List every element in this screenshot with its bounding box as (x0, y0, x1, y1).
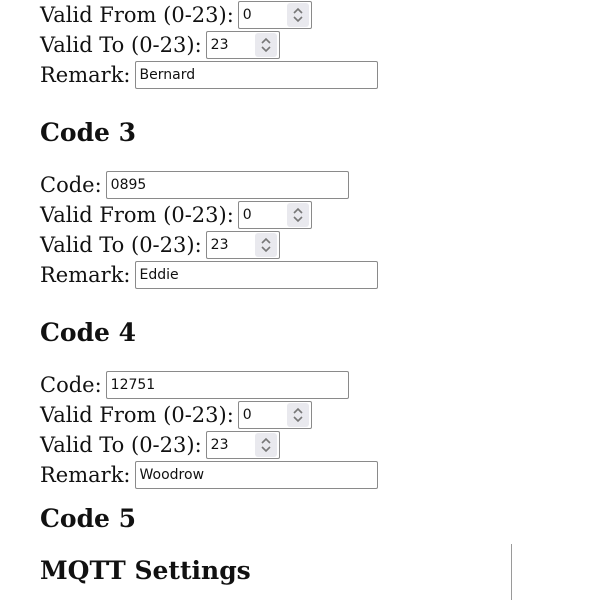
up-down-spinner-icon[interactable] (287, 203, 309, 227)
code-label: Code: (40, 173, 102, 197)
remark-label: Remark: (40, 463, 131, 487)
code-3-valid-from-row (40, 200, 560, 230)
valid-from-value: 0 (242, 207, 252, 223)
code-3-valid-to-row (40, 230, 560, 260)
code-3-code-row (40, 170, 560, 200)
mqtt-section (0, 540, 600, 600)
code-2-remark-input[interactable]: Bernard (135, 61, 378, 89)
code-3-valid-to-input[interactable] (206, 231, 280, 259)
valid-from-label: Valid From (0-23): (40, 203, 234, 227)
code-3-valid-from-input[interactable] (238, 201, 312, 229)
remark-label: Remark: (40, 263, 131, 287)
remark-label: Remark: (40, 63, 131, 87)
valid-to-label: Valid To (0-23): (40, 233, 202, 257)
code-2-remark-row (40, 60, 560, 90)
code-4-valid-to-input[interactable] (206, 431, 280, 459)
code-2-valid-from-input[interactable] (238, 1, 312, 29)
code-5-heading: Code 5 (40, 504, 137, 533)
code-4-remark-row (40, 460, 560, 490)
code-2-valid-to-row (40, 30, 560, 60)
up-down-spinner-icon[interactable] (255, 233, 277, 257)
code-3-remark-input[interactable]: Eddie (135, 261, 378, 289)
code-4-heading: Code 4 (40, 318, 137, 347)
valid-from-value: 0 (242, 407, 252, 423)
code-4-valid-to-row (40, 430, 560, 460)
up-down-spinner-icon[interactable] (287, 403, 309, 427)
code-2-valid-to-input[interactable] (206, 31, 280, 59)
valid-from-label: Valid From (0-23): (40, 3, 234, 27)
up-down-spinner-icon[interactable] (255, 33, 277, 57)
mqtt-settings-heading: MQTT Settings (40, 556, 251, 585)
up-down-spinner-icon[interactable] (287, 3, 309, 27)
code-4-code-row (40, 370, 560, 400)
code-4-valid-from-input[interactable] (238, 401, 312, 429)
valid-from-value: 0 (242, 7, 252, 23)
code-3-heading: Code 3 (40, 118, 137, 147)
up-down-spinner-icon[interactable] (255, 433, 277, 457)
valid-to-value: 23 (210, 37, 229, 53)
valid-to-value: 23 (210, 237, 229, 253)
valid-to-value: 23 (210, 437, 229, 453)
code-3-remark-row (40, 260, 560, 290)
code-4-valid-from-row (40, 400, 560, 430)
code-2-valid-from-row (40, 0, 560, 30)
codes-form (40, 0, 560, 534)
code-4-code-input[interactable]: 12751 (106, 371, 349, 399)
valid-to-label: Valid To (0-23): (40, 33, 202, 57)
code-3-code-input[interactable]: 0895 (106, 171, 349, 199)
code-4-remark-input[interactable]: Woodrow (135, 461, 378, 489)
vertical-divider (511, 544, 512, 600)
code-label: Code: (40, 373, 102, 397)
valid-from-label: Valid From (0-23): (40, 403, 234, 427)
valid-to-label: Valid To (0-23): (40, 433, 202, 457)
